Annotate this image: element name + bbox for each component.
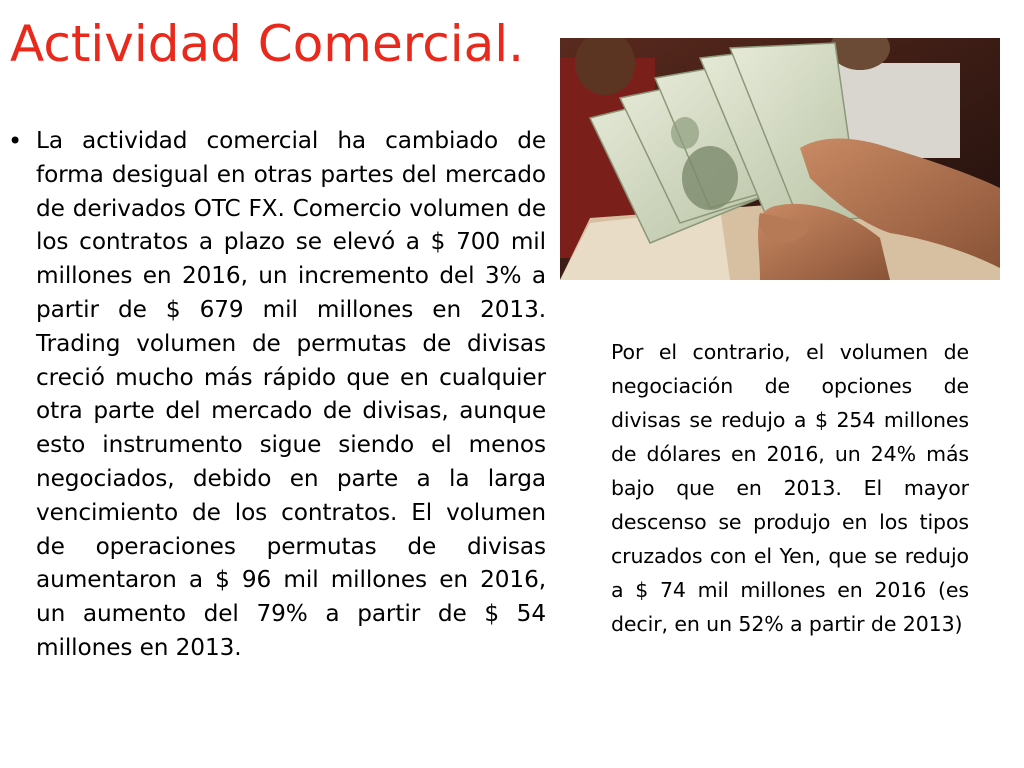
bullet-icon: • (8, 127, 23, 155)
bullet-paragraph: La actividad comercial ha cambiado de forma desigual en otras partes del mercado de derivados OTC FX. Comercio volumen de los contratos a plazo se elevó a $ 700 mil millones en 2016, un incremento del 3% a partir de $ 679 mil millones en 2013. Trading volumen de permutas de divisas creció mucho más rápido que en cualquier otra parte del mercado de divisas, aunque esto instrumento sigue siendo el menos negociados, debido en parte a la larga vencimiento de los contratos. El volumen de operaciones permutas de divisas aumentaron a $ 96 mil millones en 2016, un aumento del 79% a partir de $ 54 millones en 2013. (36, 127, 546, 661)
money-counting-photo (560, 38, 1000, 280)
slide-title: Actividad Comercial. (10, 15, 525, 73)
bullet-block (8, 124, 546, 665)
side-paragraph: Por el contrario, el volumen de negociación de opciones de divisas se redujo a $ 254 millones de dólares en 2016, un 24% más bajo que en 2013. El mayor descenso se produjo en los tipos cruzados con el Yen, que se redujo a $ 74 mil millones en 2016 (es decir, en un 52% a partir de 2013) (611, 340, 969, 636)
